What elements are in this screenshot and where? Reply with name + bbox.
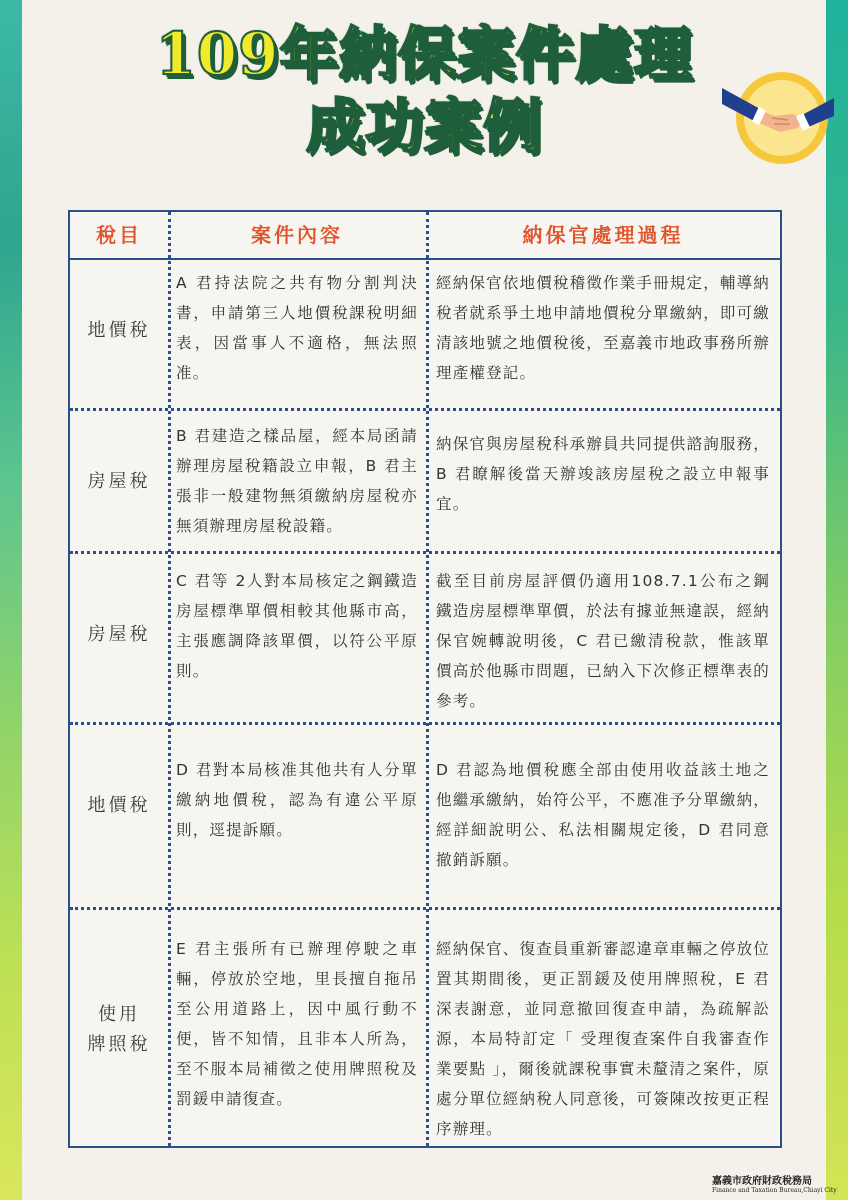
header-process: 納保官處理過程 xyxy=(522,223,684,247)
table-header xyxy=(70,212,780,260)
left-decorative-border xyxy=(0,0,22,1200)
right-decorative-border xyxy=(826,0,848,1200)
cases-table xyxy=(68,210,782,1148)
process-cell: 納保官與房屋稅科承辦員共同提供諮詢服務，B 君瞭解後當天辦竣該房屋稅之設立申報事宜。 xyxy=(436,435,771,513)
tax-item-line: 使用 xyxy=(98,1004,140,1025)
table-row xyxy=(70,725,780,907)
poster-title xyxy=(22,18,826,162)
process-cell: D 君認為地價稅應全部由使用收益該土地之他繼承繳納，始符公平，不應准予分單繳納，經詳細說明公、私法相關規定後，D 君同意撤銷訴願。 xyxy=(436,761,771,869)
table-row xyxy=(70,411,780,551)
process-cell: 截至目前房屋評價仍適用108.7.1公布之鋼鐵造房屋標準單價，於法有據並無違誤，經納保官婉轉說明後，C 君已繳清稅款，惟該單價高於他縣市問題，已納入下次修正標準表的參考。 xyxy=(436,572,771,710)
case-content-cell: D 君對本局核准其他共有人分單繳納地價稅，認為有違公平原則，逕提訴願。 xyxy=(176,761,418,839)
handshake-icon xyxy=(722,58,834,170)
tax-item-cell: 地價稅 xyxy=(87,795,151,816)
process-cell: 經納保官、復查員重新審認違章車輛之停放位置其期間後，更正罰鍰及使用牌照稅，E 君深表謝意，並同意撤回復查申請，為疏解訟源，本局特訂定「 受理復查案件自我審查作業要點 」，爾後就課稅事實未釐清之案件，原處分單位經納稅人同意後，可簽陳改按更正程序辦理。 xyxy=(436,940,771,1138)
bureau-name: 嘉義市政府財政稅務局 xyxy=(712,1176,812,1187)
case-content-cell: C 君等 2人對本局核定之鋼鐵造房屋標準單價相較其他縣市高，主張應調降該單價，以符公平原則。 xyxy=(176,572,418,680)
case-content-cell: A 君持法院之共有物分割判決書，申請第三人地價稅課稅明細表，因當事人不適格，無法照准。 xyxy=(176,274,418,382)
tax-item-cell: 地價稅 xyxy=(87,320,151,341)
header-case-content: 案件內容 xyxy=(251,223,343,247)
bureau-english-name: Finance and Taxation Bureau,Chiayi City xyxy=(712,1187,837,1194)
table-row xyxy=(70,554,780,722)
title-line-1: 109年納保案件處理 xyxy=(155,20,693,88)
table-row xyxy=(70,258,780,408)
poster-page xyxy=(22,0,837,1200)
tax-item-cell: 房屋稅 xyxy=(87,624,151,645)
title-line-2: 成功案例 xyxy=(305,92,542,160)
bureau-logo xyxy=(712,1172,842,1196)
case-content-cell: E 君主張所有已辦理停駛之車輛，停放於空地，里長擅自拖吊至公用道路上，因中風行動不便，皆不知情，且非本人所為，至不服本局補徵之使用牌照稅及罰鍰申請復查。 xyxy=(176,940,418,1108)
table-row xyxy=(70,910,780,1146)
case-content-cell: B 君建造之樣品屋，經本局函請辦理房屋稅籍設立申報，B 君主張非一般建物無須繳納房屋稅亦無須辦理房屋稅設籍。 xyxy=(176,427,418,535)
tax-item-line: 牌照稅 xyxy=(87,1034,151,1055)
tax-item-cell xyxy=(70,1000,168,1060)
tax-item-cell: 房屋稅 xyxy=(87,471,151,492)
header-tax-item: 稅目 xyxy=(96,223,142,247)
process-cell: 經納保官依地價稅稽徵作業手冊規定，輔導納稅者就系爭土地申請地價稅分單繳納，即可繳清該地號之地價稅後，至嘉義市地政事務所辦理產權登記。 xyxy=(436,274,771,382)
